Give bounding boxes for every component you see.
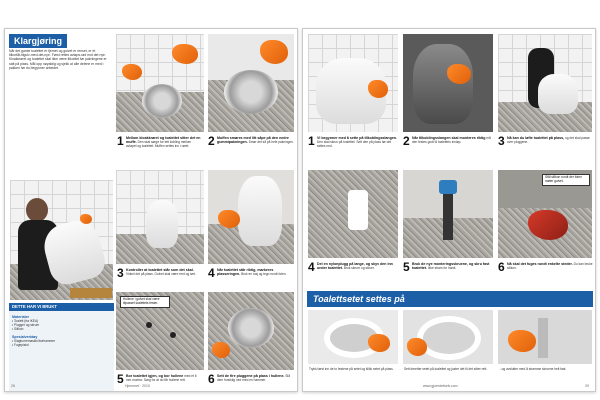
step6-photo bbox=[207, 291, 295, 371]
intro-text: Når det gamle toalettet er fjernet og gulvet er renset, er et tilkortåt-tilgulv-med-det-nye. Først rettes avløps-rød mot det nye. Kloakkrøret og toalettet skal ikke være tilkoblet før pakningene er satt på plass. Mål opp nøyaktig og sjekk at alle delene er med i pakken før du begynner arbeidet. bbox=[9, 49, 107, 70]
step-number: 3 bbox=[498, 134, 505, 148]
page-number: 29 bbox=[585, 384, 589, 388]
step-caption: Når toalettet står riktig, markeres plasseringen. Bruk en tusj og tegn rundt foten. bbox=[217, 268, 287, 276]
step-number: 3 bbox=[117, 266, 124, 280]
mount-step1-photo bbox=[307, 33, 399, 133]
mount-step4-photo bbox=[307, 169, 399, 259]
step-caption: Del en nylonplugg på lange, og skyv den inn under toalettet. Bruk skruer og skiver. bbox=[317, 262, 393, 270]
tools-label: Spesialverktøy bbox=[12, 334, 38, 339]
page-title: Klargjøring bbox=[9, 34, 67, 48]
page-footer: www.gjoerdetselv.com bbox=[423, 384, 458, 388]
step-number: 2 bbox=[208, 134, 215, 148]
silicone-callout: Stål silikon rundt der foten møter gulvet. bbox=[542, 174, 590, 186]
step3-photo bbox=[115, 169, 205, 265]
step-number: 6 bbox=[498, 260, 505, 274]
seat-photo-3 bbox=[497, 309, 593, 365]
step-number: 4 bbox=[208, 266, 215, 280]
man-toilet-photo bbox=[9, 179, 114, 301]
seat-caption: Trykk først inn de to festene på setet og klikk setet på plass. bbox=[309, 367, 394, 371]
page-number: 26 bbox=[11, 384, 15, 388]
mount-step2-photo bbox=[402, 33, 494, 133]
seat-caption: ...og avslutter med å stramme skruene helt fast. bbox=[499, 367, 567, 371]
step-number: 6 bbox=[208, 372, 215, 386]
page-footer: Hjemmet · 2010 bbox=[125, 384, 150, 388]
material-item: ▪ Silikon bbox=[12, 327, 24, 332]
step-number: 4 bbox=[308, 260, 315, 274]
step-number: 5 bbox=[117, 372, 124, 386]
hole-callout: Hullene i gulvet skal være tilpasset toalettets fester. bbox=[120, 296, 170, 308]
left-page bbox=[4, 28, 298, 392]
seat-photo-2 bbox=[402, 309, 494, 365]
mount-step6-photo bbox=[497, 169, 593, 259]
step-caption: Sett de fire pluggene på plass i hullene. Slå dem forsiktig ned med en hammer. bbox=[217, 374, 290, 382]
material-item: ▪ Toalett (fra IKEA) bbox=[12, 319, 39, 323]
step-caption: Nå skal det fuges rundt enkelte steder. Du kan bruke silikon. bbox=[507, 262, 593, 270]
step-number: 5 bbox=[403, 260, 410, 274]
tool-item: ▪ Fugepistol bbox=[12, 342, 29, 347]
materials-label: Materialer bbox=[12, 315, 29, 319]
right-page bbox=[302, 28, 596, 392]
step-caption: Kontroller at toalettet står som det skal. Vinkel det på plass. Gulvet skal være rent og tørt. bbox=[126, 268, 196, 276]
seat-photo-1 bbox=[307, 309, 399, 365]
step1-photo bbox=[115, 33, 205, 133]
step-caption: Bor toalettet igjen, og bor hullene med et 6 mm murbor. Sørg for at du får hullene rett. bbox=[126, 374, 197, 382]
tool-item: ▪ Slagborremaskin/borhammer bbox=[12, 338, 56, 343]
step-number: 2 bbox=[403, 134, 410, 148]
step-number: 1 bbox=[308, 134, 315, 148]
step-caption: Muffen smøres med litt såpe på den nedre gummipakningen. Smør det så på hele pakningen. bbox=[217, 136, 294, 144]
step5-photo bbox=[115, 291, 205, 371]
mount-step5-photo bbox=[402, 169, 494, 259]
step-caption: Mellom kloakkrøret og toalettet sitter det en muffe. Den skal sørge for tett kobling mellom avløpet og toalettet. Muffen settes inn i røret. bbox=[126, 136, 201, 148]
fact-box-header: DETTE HAR VI BRUKT bbox=[9, 303, 114, 311]
step-caption: Når tilkoblingsslangen skal monteres riktig må den festes godt til toalettets innløp. bbox=[412, 136, 491, 144]
seat-caption: Sett deretter setet på toalettet og juster det til det sitter rett. bbox=[404, 367, 488, 371]
step4-photo bbox=[207, 169, 295, 265]
step-number: 1 bbox=[117, 134, 124, 148]
step-caption: Nå kan du løfte toalettet på plass, og det skal passe over pluggene. bbox=[507, 136, 590, 144]
step-caption: Vi begynner med å sette på tilkoblingsslangen. Den skal skrus på toalettet. Sett den på plass før det settes ned. bbox=[317, 136, 398, 148]
step-caption: Bruk de nye monteringsskruene, og skru fast toalettet. Ikke stram for hardt. bbox=[412, 262, 490, 270]
step2-photo bbox=[207, 33, 295, 133]
material-item: ▪ Plugger og skruer bbox=[12, 323, 40, 328]
seat-section-banner: Toalettsetet settes på bbox=[307, 291, 593, 307]
mount-step3-photo bbox=[497, 33, 593, 133]
fact-box bbox=[9, 303, 114, 391]
